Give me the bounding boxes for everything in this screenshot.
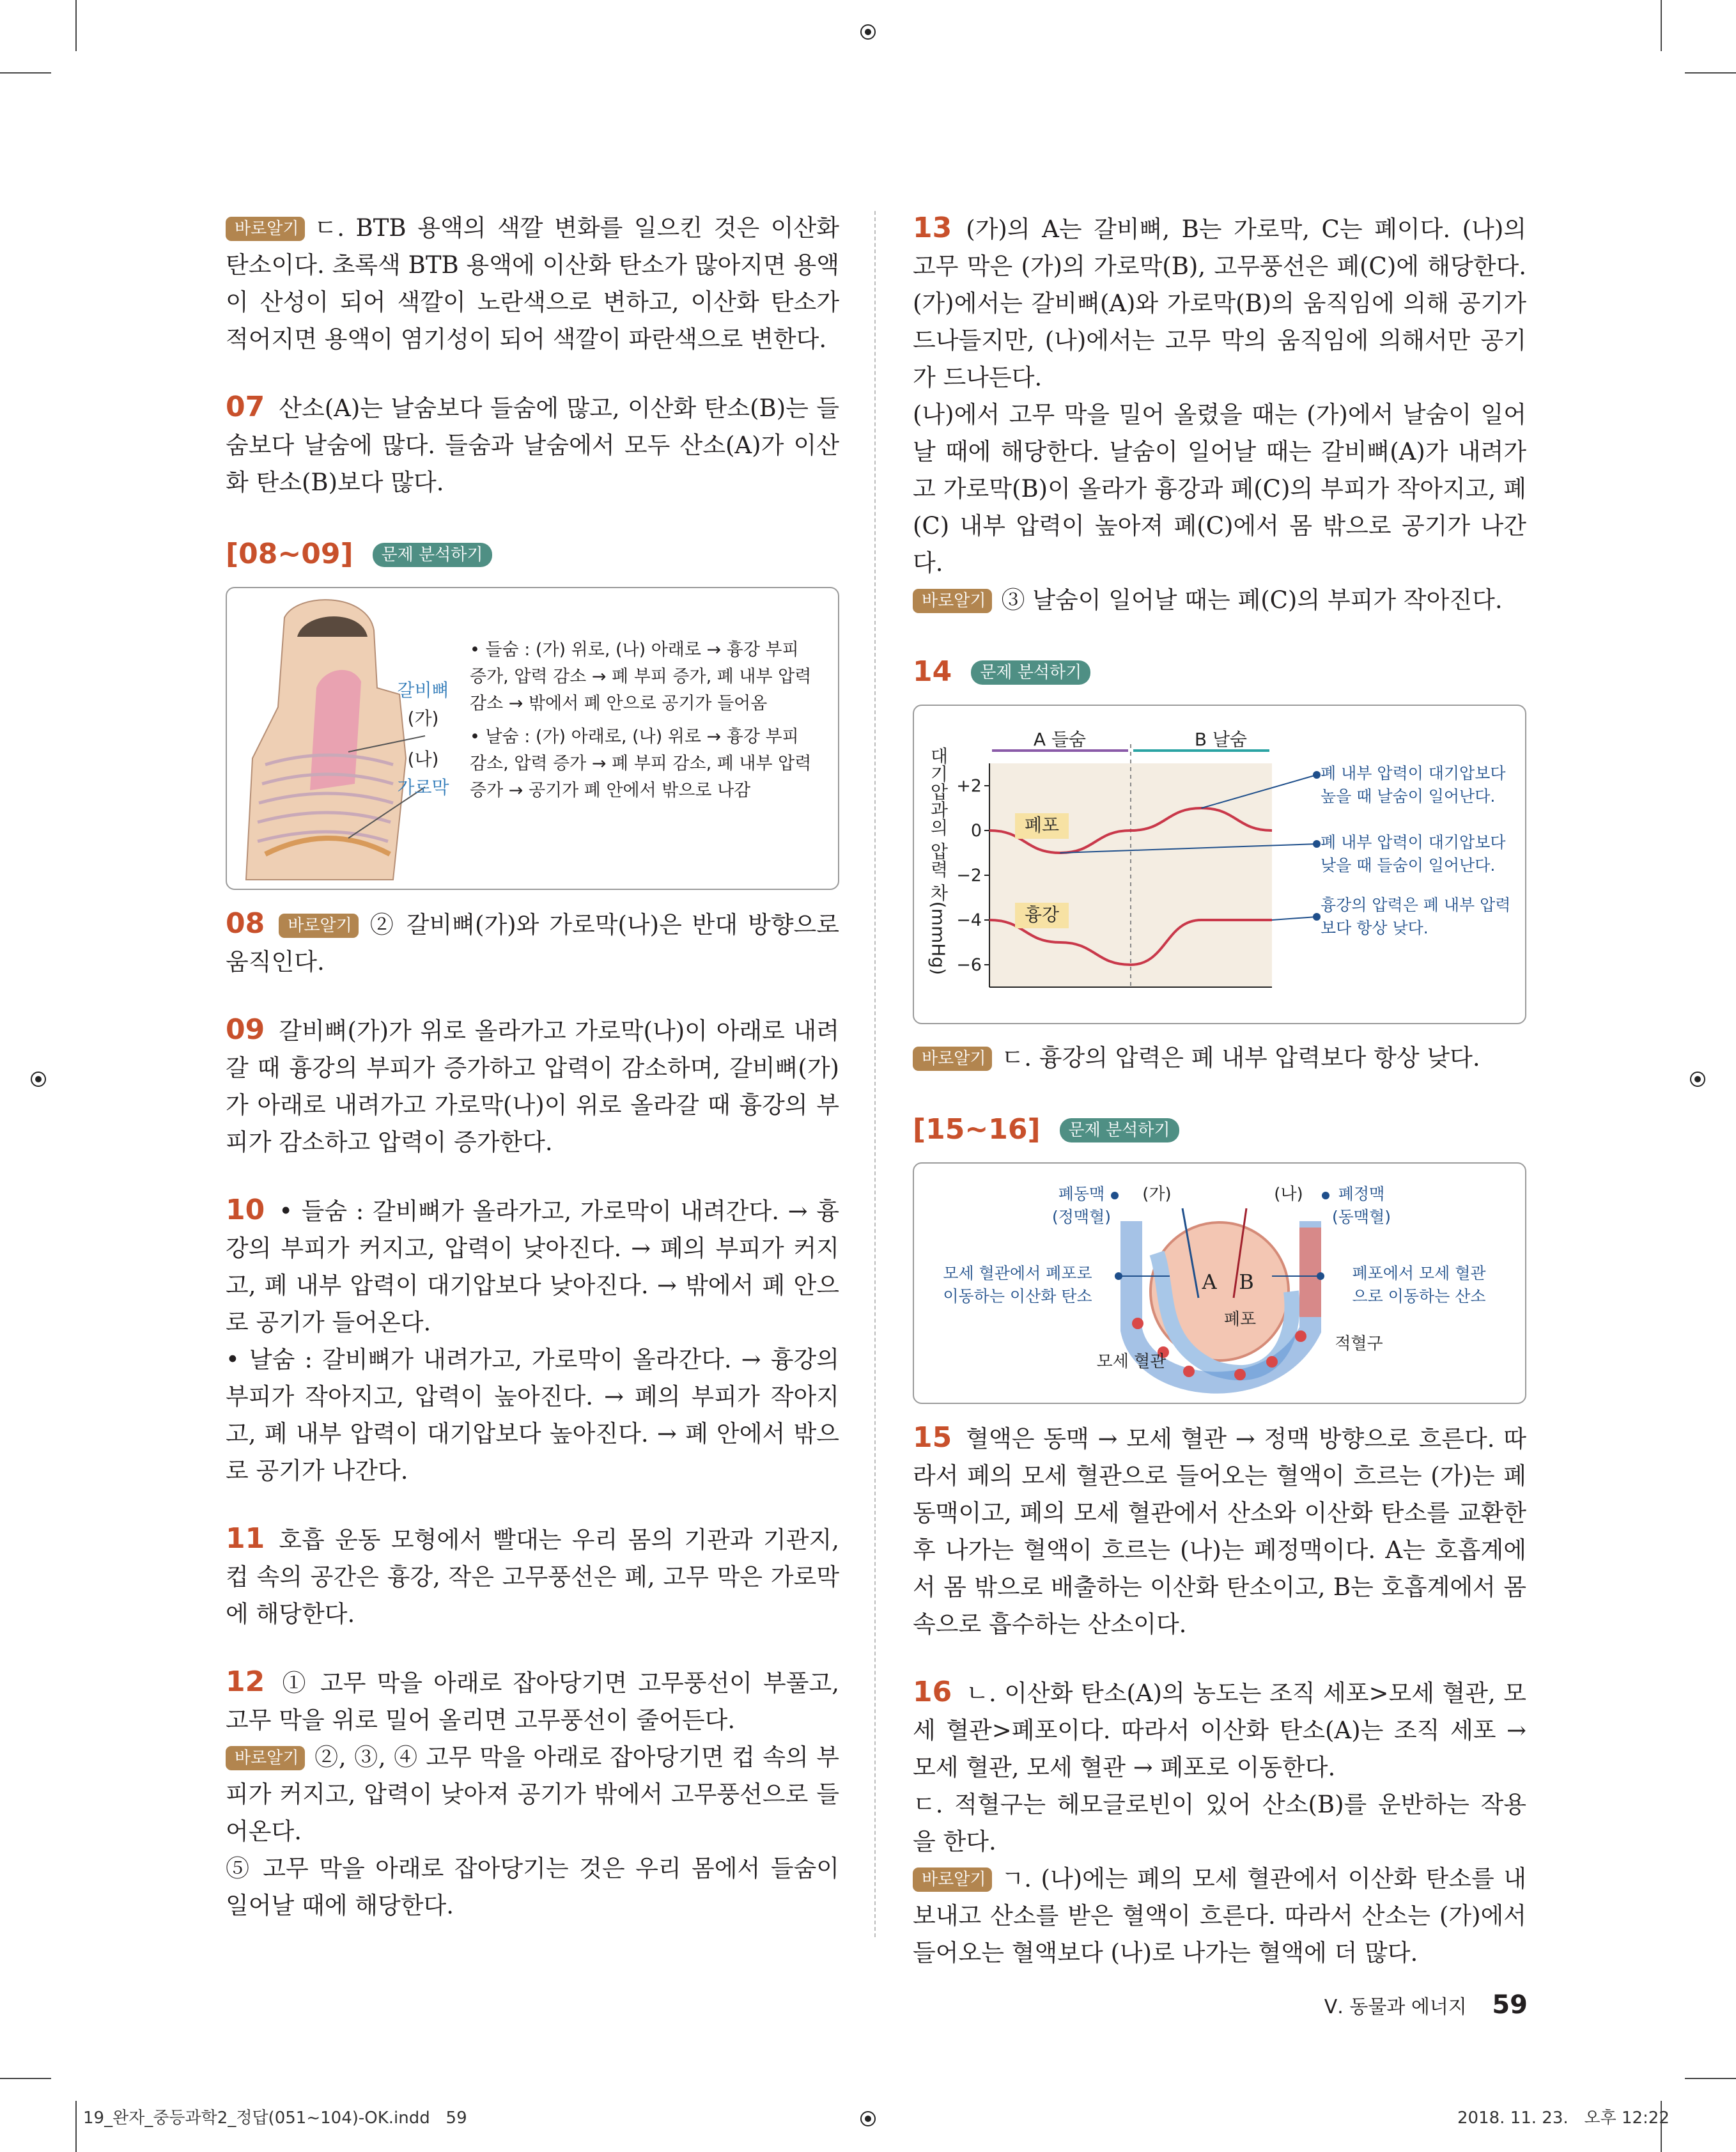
analysis-badge: 문제 분석하기: [971, 660, 1090, 685]
answer-11: [226, 1520, 839, 1633]
question-number: 11: [226, 1522, 265, 1555]
note-leader-dot: [1313, 913, 1321, 921]
registration-mark: [26, 1066, 51, 1092]
o2-label-line2: 으로 이동하는 산소: [1352, 1287, 1486, 1306]
label-na: (나): [1274, 1185, 1303, 1204]
question-number: 16: [913, 1676, 952, 1708]
answer-text: ㄴ. 이산화 탄소(A)의 농도는 조직 세포>모세 혈관, 모세 혈관>폐포이다. 따라서 이산화 탄소(A)는 조직 세포 → 모세 혈관, 모세 혈관 → 폐포로 이동한다.: [913, 1680, 1526, 1781]
rbc-label: 적혈구: [1335, 1334, 1383, 1353]
section-number: [08~09]: [226, 538, 353, 570]
answer-text: 산소(A)는 날숨보다 들숨에 많고, 이산화 탄소(B)는 들숨보다 날숨에 많다. 들숨과 날숨에서 모두 산소(A)가 이산화 탄소(B)보다 많다.: [226, 394, 839, 496]
answer-text: ㄷ. BTB 용액의 색깔 변화를 일으킨 것은 이산화 탄소이다. 초록색 BTB 용액에 이산화 탄소가 많아지면 용액이 산성이 되어 색깔이 노란색으로 변하고, 이산화 탄소가 적어지면 용액이 염기성이 되어 색깔이 파란색으로 변한다.: [226, 214, 839, 353]
label-na: (나): [407, 749, 439, 770]
answer-10: [226, 1192, 839, 1341]
answer-16-cont: ㄷ. 적혈구는 헤모글로빈이 있어 산소(B)를 운반하는 작용을 한다.: [913, 1791, 1526, 1855]
file-info: 19_완자_중등과학2_정답(051~104)-OK.indd 59: [83, 2109, 467, 2128]
right-column: [913, 210, 1526, 1972]
registration-mark: [855, 2106, 881, 2132]
check-badge: 바로알기: [279, 914, 358, 938]
figure-breathing: [226, 587, 839, 890]
check-badge: 바로알기: [226, 1746, 305, 1770]
question-number: 12: [226, 1665, 265, 1698]
exhale-summary: • 날숨 : (가) 아래로, (나) 위로 → 흉강 부피 감소, 압력 증가 → 폐 부피 감소, 폐 내부 압력 증가 → 공기가 폐 안에서 밖으로 나감: [470, 727, 812, 800]
analysis-badge: 문제 분석하기: [373, 543, 492, 567]
co2-label-line1: 모세 혈관에서 폐포로: [943, 1264, 1092, 1283]
answer-07: [226, 389, 839, 501]
answer-13-cont: (나)에서 고무 막을 밀어 올렸을 때는 (가)에서 날숨이 일어날 때에 해당한다. 날숨이 일어날 때는 갈비뼈(A)가 내려가고 가로막(B)이 올라가 흉강과 폐(C)의 부피가 작아지고, 폐(C) 내부 압력이 높아져 폐(C)에서 몸 밖으로 공기가 나간다.: [913, 401, 1526, 577]
answer-08: [226, 905, 839, 981]
o2-label-line1: 폐포에서 모세 혈관: [1352, 1264, 1486, 1283]
question-number: 07: [226, 391, 265, 423]
section-footer: [1310, 1990, 1528, 2023]
question-number: 13: [913, 212, 952, 244]
answer-16: [913, 1674, 1526, 1786]
answer-10-exhale: • 날숨 : 갈비뼈가 내려가고, 가로막이 올라간다. → 흉강의 부피가 작아지고, 압력이 높아진다. → 폐의 부피가 작아지고, 폐 내부 압력이 대기압보다 높아진다. → 폐 안에서 밖으로 공기가 나간다.: [226, 1346, 839, 1485]
crop-mark: [0, 2078, 51, 2079]
y-tick-label: −4: [956, 910, 982, 930]
figure-gas-exchange: [913, 1162, 1526, 1404]
chart-note-inhale: 폐 내부 압력이 대기압보다 낮을 때 들숨이 일어난다.: [1321, 833, 1506, 875]
section-heading-14: [913, 650, 1526, 696]
section-number: [15~16]: [913, 1113, 1041, 1146]
phase-a-label: A 들숨: [1033, 729, 1087, 750]
answer-12: [226, 1664, 839, 1739]
answer-text: ① 고무 막을 아래로 잡아당기면 고무풍선이 부풀고, 고무 막을 위로 밀어 올리면 고무풍선이 줄어든다.: [226, 1669, 839, 1734]
answer-15: [913, 1419, 1526, 1643]
answer-text: ② 갈비뼈(가)와 가로막(나)은 반대 방향으로 움직인다.: [226, 911, 839, 976]
crop-mark: [1685, 2078, 1736, 2079]
y-tick-label: +2: [956, 776, 982, 796]
label-ga: (가): [1142, 1185, 1172, 1204]
registration-mark: [1685, 1066, 1710, 1092]
check-badge: 바로알기: [226, 217, 305, 241]
label-ga: (가): [407, 708, 439, 729]
alveoli-label: 폐포: [1024, 815, 1060, 836]
note-leader-dot: [1313, 840, 1321, 848]
answer-text: ③ 날숨이 일어날 때는 폐(C)의 부피가 작아진다.: [1001, 586, 1503, 614]
y-tick-label: −2: [956, 866, 982, 885]
chart-note-pleural: 흉강의 압력은 폐 내부 압력보다 항상 낮다.: [1321, 896, 1511, 937]
answer-09: [226, 1011, 839, 1161]
inhale-summary: • 들숨 : (가) 위로, (나) 아래로 → 흉강 부피 증가, 압력 감소 → 폐 부피 증가, 폐 내부 압력 감소 → 밖에서 폐 안으로 공기가 들어옴: [470, 640, 812, 713]
check-badge: 바로알기: [913, 589, 992, 613]
alveolus-label: 폐포: [1223, 1310, 1257, 1329]
y-tick-label: −6: [956, 955, 982, 975]
figure-pressure-chart: [913, 705, 1526, 1024]
section-title: Ⅴ. 동물과 에너지: [1324, 1996, 1467, 2018]
crop-mark: [0, 72, 51, 74]
answer-text: ㄷ. 흉강의 압력은 폐 내부 압력보다 항상 낮다.: [1001, 1044, 1480, 1072]
pulmonary-artery-blood: (정맥혈): [1052, 1208, 1111, 1226]
question-number: 09: [226, 1013, 265, 1046]
answer-text: ②, ③, ④ 고무 막을 아래로 잡아당기면 컵 속의 부피가 커지고, 압력이 낮아져 공기가 밖에서 고무풍선으로 들어온다.: [226, 1743, 839, 1845]
capillary-label: 모세 혈관: [1096, 1352, 1166, 1371]
intro-answer: [226, 210, 839, 358]
answer-13-check: [913, 582, 1526, 619]
note-leader-line: [1272, 917, 1317, 920]
y-axis-label: 대기압과의 압력 차(mmHg): [927, 747, 949, 976]
answer-text: 호흡 운동 모형에서 빨대는 우리 몸의 기관과 기관지, 컵 속의 공간은 흉강, 작은 고무풍선은 폐, 고무 막은 가로막에 해당한다.: [226, 1526, 839, 1628]
diaphragm-label: 가로막: [397, 777, 449, 798]
chart-note-exhale: 폐 내부 압력이 대기압보다 높을 때 날숨이 일어난다.: [1321, 764, 1506, 806]
column-divider: [874, 211, 876, 1937]
phase-b-label: B 날숨: [1194, 729, 1248, 750]
question-number: 08: [226, 907, 265, 940]
answer-16-check: [913, 1860, 1526, 1972]
pulmonary-vein-label: 폐정맥: [1338, 1185, 1385, 1203]
crop-mark: [1685, 72, 1736, 74]
answer-text: (가)의 A는 갈비뼈, B는 가로막, C는 폐이다. (나)의 고무 막은 (가)의 가로막(B), 고무풍선은 폐(C)에 해당한다. (가)에서는 갈비뼈(A)와 가로막(B)의 움직임에 의해 공기가 드나들지만, (나)에서는 고무 막의 움직임에 의해서만 공기가 드나든다.: [913, 215, 1526, 391]
pleural-label: 흉강: [1024, 904, 1060, 925]
left-column: [226, 210, 839, 1924]
co2-label-line2: 이동하는 이산화 탄소: [943, 1287, 1092, 1306]
analysis-badge: 문제 분석하기: [1060, 1118, 1179, 1142]
question-number: 10: [226, 1194, 265, 1226]
print-date: 2018. 11. 23. 오후 12:22: [1457, 2109, 1670, 2128]
label-b: B: [1239, 1270, 1254, 1294]
section-heading-08-09: [226, 532, 839, 578]
alveolus-illustration: [914, 1164, 1525, 1400]
label-a: A: [1202, 1270, 1217, 1294]
check-badge: 바로알기: [913, 1047, 992, 1071]
check-badge: 바로알기: [913, 1867, 992, 1892]
pulmonary-vein-blood: (동맥혈): [1332, 1208, 1391, 1226]
section-number: 14: [913, 655, 952, 688]
answer-text: • 들숨 : 갈비뼈가 올라가고, 가로막이 내려간다. → 흉강의 부피가 커지고, 압력이 낮아진다. → 폐의 부피가 커지고, 폐 내부 압력이 대기압보다 낮아진다. → 밖에서 폐 안으로 공기가 들어온다.: [226, 1197, 839, 1336]
question-number: 15: [913, 1421, 952, 1454]
registration-mark: [855, 19, 881, 45]
y-tick-label: 0: [970, 821, 982, 841]
answer-text: 혈액은 동맥 → 모세 혈관 → 정맥 방향으로 흐른다. 따라서 폐의 모세 혈관으로 들어오는 혈액이 흐르는 (가)는 폐동맥이고, 폐의 모세 혈관에서 산소와 이산화 탄소를 교환한 후 나가는 혈액이 흐르는 (나)는 폐정맥이다. A는 호흡계에서 몸 밖으로 배출하는 이산화 탄소이고, B는 호흡계에서 몸속으로 흡수하는 산소이다.: [913, 1425, 1526, 1638]
section-heading-15-16: [913, 1107, 1526, 1153]
crop-mark: [75, 0, 77, 51]
answer-12-check: [226, 1739, 839, 1850]
answer-12-note: ⑤ 고무 막을 아래로 잡아당기는 것은 우리 몸에서 들숨이 일어날 때에 해당한다.: [226, 1855, 839, 1919]
note-leader-dot: [1313, 771, 1321, 779]
rib-label: 갈비뼈: [397, 680, 449, 701]
pulmonary-artery-label: 폐동맥: [1058, 1185, 1105, 1203]
page-number: 59: [1492, 1990, 1528, 2020]
answer-13: [913, 210, 1526, 396]
crop-mark: [1661, 0, 1662, 51]
answer-14: [913, 1040, 1526, 1077]
crop-mark: [75, 2101, 77, 2152]
answer-text: ㄱ. (나)에는 폐의 모세 혈관에서 이산화 탄소를 내보내고 산소를 받은 혈액이 흐른다. 따라서 산소는 (가)에서 들어오는 혈액보다 (나)로 나가는 혈액에 더 많다.: [913, 1865, 1526, 1967]
answer-text: 갈비뼈(가)가 위로 올라가고 가로막(나)이 아래로 내려갈 때 흉강의 부피가 증가하고 압력이 감소하며, 갈비뼈(가)가 아래로 내려가고 가로막(나)이 위로 올라갈 때 흉강의 부피가 감소하고 압력이 증가한다.: [226, 1017, 839, 1156]
